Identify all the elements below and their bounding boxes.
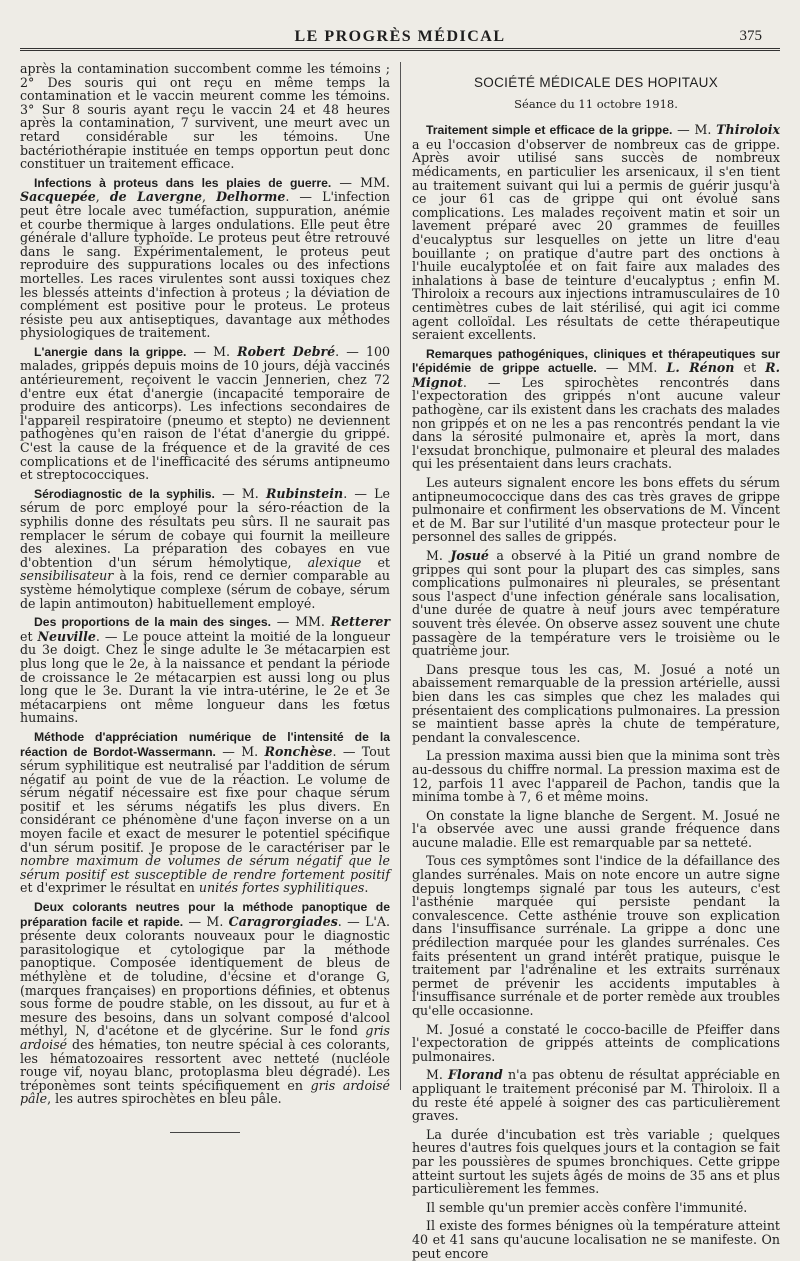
article-body: a eu l'occasion d'observer de nombreux cas de grippe. Après avoir utilisé sans succès de nombreux médicaments, en particulier les arsenicaux, il s'en tient au traitement suivant qui lui a permis de guérir jusqu'à ce jour 61 cas de grippe qui ont évolué sans complications. Les malades reçoivent matin et soir un lavement préparé avec 20 grammes de feuilles d'eucalyptus sur lesquelles on jette un litre d'eau bouillante ; on pratique d'autre part des onctions à l'huile eucalyptolée et on fait faire aux malades des inhalations à base de teinture d'eucalyptus ; enfin M. Thiroloix a recours aux injections intramusculaires de 10 centimètres cubes de lait stérilisé, qui agit ici comme agent colloïdal. Les résultats de cette thérapeutique seraient excellents. [412,136,780,343]
separator: — MM. [331,174,390,190]
paragraph: Les auteurs signalent encore les bons effets du sérum antipneumococcique dans des cas très graves de grippe pulmonaire et confirment les observations de M. Vincent et de M. Bar sur l'utilité d'un masque protecteur pour le personnel des salles de grippés. [412,475,780,545]
article-title: Deux colorants neutres pour la méthode panoptique de préparation facile et rapide. [20,900,390,929]
article-body: . — L'infection peut être locale avec tuméfaction, suppuration, anémie et courbe thermique à larges ondulations. Elle peut être générale d'allure typhoïde. Le proteus peut être retrouvé dans le sang. Expérimentalement, le proteus peut reproduire des suppurations locales ou des infections mortelles. Les races virulentes sont aussi toxiques chez les blessés atteints d'infection à proteus ; la déviation de complément est positive pour le proteus. Le proteus résiste peu aux antiseptiques, davantage aux méthodes physiologiques de traitement. [20,189,390,341]
session-date: Séance du 11 octobre 1918. [514,96,678,111]
article-grippe-remarks [412,347,780,471]
paragraph: M. Josué a constaté le cocco-bacille de Pfeiffer dans l'expectoration de grippés atteints de complications pulmonaires. [412,1021,780,1064]
article-proteus-infections [20,176,390,340]
author-name: Neuville [37,628,96,644]
column-divider [400,62,401,1090]
separator: — M. [183,913,229,929]
separator: , [95,189,110,205]
article-body: des hématies, ton neutre spécial à ces colorants, les hématozoaires ressortent avec netteté (nucléole rouge vif, noyau blanc, protoplasma bleu dégradé). Les tréponèmes sont teints spécifiquement en [20,1036,390,1093]
article-title: Infections à proteus dans les plaies de guerre. [34,175,332,190]
article-body: et d'exprimer le résultat en [20,880,199,896]
paragraph-text: n'a pas obtenu de résultat appréciable en appliquant le traitement préconisé par M. Thiroloix. Il a du reste été appelé à soigner des cas particulièrement graves. [412,1067,780,1124]
article-body: . — Le sérum de porc employé pour la séro-réaction de la syphilis donne des résultats peu sûrs. Il ne saurait pas remplacer le sérum de cobaye qui fournit la meilleure des alexines. La préparation des cobayes en vue d'obtention d'un sérum hémolytique, [20,485,390,570]
emphasis-text: gris ardoisé pâle [20,1077,390,1107]
separator: — MM. [596,360,667,376]
separator: , [202,189,217,205]
separator: M. [426,548,451,563]
article-neutral-dyes [20,900,390,1106]
emphasis-text: sensibilisateur [20,568,114,584]
article-body: . [364,880,369,896]
article-title: Méthode d'appréciation numérique de l'intensité de la réaction de Bordot-Wassermann. [20,729,390,759]
author-name: Sacquepée [20,189,96,205]
article-body: à la fois, rend ce dernier comparable au système hémolytique complexe (sérum de cobaye, sérum de lapin antimouton) habituellement employé. [20,568,390,611]
separator: — M. [214,485,266,501]
article-body: . — L'A. présente deux colorants nouveaux pour le diagnostic parasitologique et cytologique par la méthode panoptique. Composée identiquement de bleus de méthylène et de toludine, d'écsine et d'orange G, (marques françaises) en proportions définies, et obtenus sous forme de poudre stable, on les dissout, au fur et à mesure des besoins, dans un solvant composé d'alcool méthyl, N, d'acétone et de glycérine. Sur le fond [20,913,390,1039]
article-title: Traitement simple et efficace de la grippe. [426,123,673,138]
separator: — M. [186,343,238,359]
section-title: SOCIÉTÉ MÉDICALE DES HOPITAUX [474,75,718,90]
article-title: Des proportions de la main des singes. [34,615,272,630]
paragraph: Il semble qu'un premier accès confère l'immunité. [426,1199,748,1215]
journal-title: LE PROGRÈS MÉDICAL [294,28,506,45]
running-head [20,28,780,51]
article-syphilis-serodiagnostic [20,487,390,610]
author-name: R. Mignot [412,360,780,390]
paragraph: La durée d'incubation est très variable ; quelques heures d'autres fois quelques jours et la contagion se fait par les poussières de spumes bronchiques. Cette grippe atteint surtout les sujets âgés de moins de 35 ans et plus particulièrement les femmes. [412,1126,780,1197]
emphasis-text: nombre maximum de volumes de sérum négatif que le sérum positif est susceptible de rendre fortement positif [20,853,390,882]
article-wassermann-method [20,730,390,895]
author-name: Rubinstein [265,485,344,501]
paragraph-florand [412,1068,780,1122]
paragraph: On constate la ligne blanche de Sergent. M. Josué ne l'a observée avec une aussi grande fréquence dans aucune maladie. Elle est remarquable par sa netteté. [412,807,780,850]
article-anergy-grippe [20,345,390,482]
separator: et [734,360,766,376]
emphasis-text: alexique [307,554,362,570]
continued-paragraph [20,62,390,171]
article-body: et [361,554,390,570]
author-name: L. Rénon [666,360,735,376]
article-body: . — 100 malades, grippés depuis moins de 10 jours, déjà vaccinés antérieurement, reçoivent le vaccin Jennerien, chez 72 d'entre eux état d'anergie (incapacité temporaire de produire des anticorps). Les infections secondaires de l'appareil respiratoire (pneumo et stepto) ne deviennent pathogènes qu'en raison de l'état d'anergie du grippé. C'est la cause de la fréquence et de la gravité de ces complications et de l'inefficacité des sérums antipneumo et streptococciques. [20,343,390,483]
page-number: 375 [739,28,762,44]
author-name: Delhorme [216,189,286,205]
article-body: , les autres spirochètes en bleu pâle. [47,1091,282,1107]
article-title: L'anergie dans la grippe. [34,344,187,359]
article-body: . — Les spirochètes rencontrés dans l'expectoration des grippés n'ont aucune valeur pathogène, car ils existent dans les crachats des malades non grippés et on ne les a pas rencontrés pendant la vie dans la sérosité pulmonaire et, après la mort, dans l'exsudat bronchique, pulmonaire et pleural des malades qui les présentaient dans leurs crachats. [412,374,780,472]
separator: et [20,628,38,644]
article-monkey-hand [20,615,390,725]
article-title: Remarques pathogéniques, cliniques et thérapeutiques sur l'épidémie de grippe actuelle. [412,346,780,376]
author-name: Robert Debré [237,343,336,359]
author-name: Caragrorgiades [228,913,338,929]
author-name: Josué [450,548,489,563]
article-body: . — Tout sérum syphilitique est neutralisé par l'addition de sérum négatif au point de vue de la réaction. Le volume de sérum négatif nécessaire est fixe pour chaque sérum positif et les sérums négatifs les plus divers. En considérant ce phénomène d'une façon inverse on a un moyen facile et exact de mesurer le potentiel spécifique d'un sérum positif. Je propose de le caractériser par le [20,743,390,855]
paragraph-text: après la contamination succombent comme les témoins ; 2° Des souris qui ont reçu en même temps la contamination et le vaccin meurent comme les témoins. 3° Sur 8 souris ayant reçu le vaccin 24 et 48 heures après la contamination, 7 survivent, une meurt avec un retard considérable sur les témoins. Une bactériothérapie instituée en temps opportun peut donc constituer un traitement efficace. [20,61,390,172]
paragraph-josue [412,549,780,658]
paragraph-text: a observé à la Pitié un grand nombre de grippes qui sont pour la plupart des cas simples, sans complications pulmonaires ni pleurales, se présentant sous l'aspect d'une infection générale sans localisation, d'une durée de quatre à neuf jours avec température souvent très élevée. On observe assez souvent une chute passagère de la température vers le troisième ou le quatrième jour. [412,548,780,659]
emphasis-text: gris ardoisé [20,1023,390,1052]
separator: — M. [215,743,265,759]
separator: — MM. [271,614,331,630]
separator: M. [426,1067,448,1083]
author-name: Florand [447,1067,503,1083]
emphasis-text: unités fortes syphilitiques [198,880,365,896]
paragraph: Il existe des formes bénignes où la température atteint 40 et 41 sans qu'aucune localisation ne se manifeste. On peut encore [412,1218,780,1261]
paragraph: Tous ces symptômes sont l'indice de la défaillance des glandes surrénales. Mais on note encore un autre signe depuis longtemps signalé par tous les auteurs, c'est l'asthénie marquée qui persiste pendant la convalescence. Cette asthénie trouve son explication dans l'insuffisance surrénale. La grippe a donc une prédilection marquée pour les glandes surrénales. Ces faits présentent un grand intérêt pratique, puisque le traitement par l'adrénaline et les extraits surrénaux permet de prévenir les accidents imputables à l'insuffisance surrénale et de porter remède aux troubles qu'elle occasionne. [412,853,780,1018]
article-body: . — Le pouce atteint la moitié de la longueur du 3e doigt. Chez le singe adulte le 3e métacarpien est plus long que le 2e, à la naissance et pendant la période de croissance le 2e métacarpien est aussi long ou plus long que le 3e. Durant la vie intra-utérine, le 2e et 3e métacarpiens ont même longueur dans les fœtus humains. [20,628,390,726]
separator: — M. [672,122,717,138]
end-rule [170,1132,240,1133]
author-name: de Lavergne [109,189,203,205]
article-title: Sérodiagnostic de la syphilis. [34,486,215,501]
left-column [20,61,390,1107]
paragraph: La pression maxima aussi bien que la minima sont très au-dessous du chiffre normal. La pression maxima est de 12, parfois 11 avec l'appareil de Pachon, tandis que la minima tombe à 7, 6 et même moins. [412,748,780,805]
author-name: Retterer [330,614,390,630]
author-name: Thiroloix [716,122,780,138]
right-column [412,62,780,1261]
author-name: Ronchèse [264,743,333,759]
paragraph: Dans presque tous les cas, M. Josué a noté un abaissement remarquable de la pression artérielle, aussi bien dans les cas simples que chez les malades qui présentaient des complications pulmonaires. La pression se maintient basse après la chute de température, pendant la convalescence. [412,661,780,745]
article-grippe-treatment [412,123,780,342]
